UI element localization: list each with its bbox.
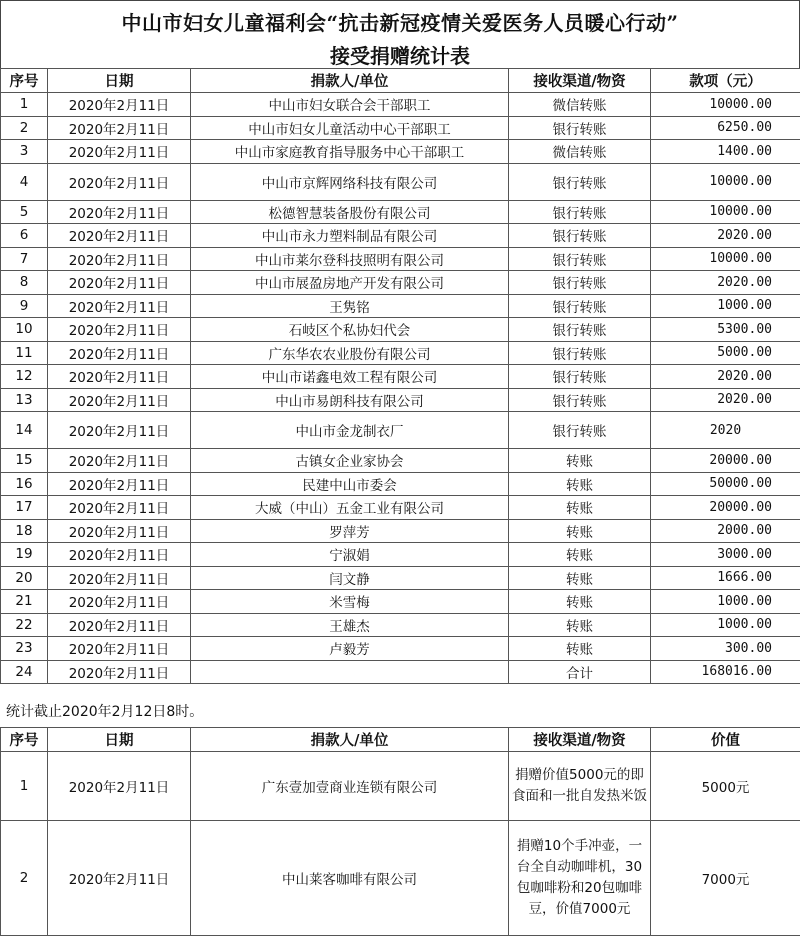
table-row	[1, 449, 800, 473]
cell-index: 13	[1, 388, 48, 412]
cell-index: 20	[1, 566, 48, 590]
cell-date: 2020年2月11日	[48, 449, 191, 473]
header-value: 价值	[651, 728, 800, 752]
table-row	[1, 590, 800, 614]
cell-donor: 闫文静	[191, 566, 509, 590]
cell-donor: 中山市永力塑料制品有限公司	[191, 224, 509, 248]
cell-channel: 银行转账	[509, 224, 651, 248]
table-row	[1, 163, 800, 200]
table-row	[1, 543, 800, 567]
cell-date: 2020年2月11日	[48, 496, 191, 520]
cell-channel: 银行转账	[509, 163, 651, 200]
cell-donor: 古镇女企业家协会	[191, 449, 509, 473]
cell-date: 2020年2月11日	[48, 637, 191, 661]
table-row	[1, 365, 800, 389]
header-donor: 捐款人/单位	[191, 728, 509, 752]
cell-date: 2020年2月11日	[48, 116, 191, 140]
cell-donor: 中山市金龙制衣厂	[191, 412, 509, 449]
cell-index: 5	[1, 200, 48, 224]
cell-amount: 10000.00	[651, 200, 800, 224]
cell-channel: 银行转账	[509, 294, 651, 318]
cell-donor: 罗萍芳	[191, 519, 509, 543]
table-row	[1, 519, 800, 543]
cell-donor: 中山市京辉网络科技有限公司	[191, 163, 509, 200]
table-row	[1, 472, 800, 496]
cell-amount: 5300.00	[651, 318, 800, 342]
cell-index: 1	[1, 93, 48, 117]
table-row	[1, 93, 800, 117]
table-row	[1, 637, 800, 661]
cell-index: 6	[1, 224, 48, 248]
cell-amount: 5000.00	[651, 341, 800, 365]
cell-date: 2020年2月11日	[48, 543, 191, 567]
cell-donor: 中山市莱尔登科技照明有限公司	[191, 247, 509, 271]
cell-amount: 1666.00	[651, 566, 800, 590]
cell-donor: 大威（中山）五金工业有限公司	[191, 496, 509, 520]
cell-donor: 王隽铭	[191, 294, 509, 318]
table-row	[1, 821, 800, 936]
cell-channel: 银行转账	[509, 247, 651, 271]
header-channel: 接收渠道/物资	[509, 728, 651, 752]
cell-date: 2020年2月11日	[48, 613, 191, 637]
table-header-row	[1, 69, 800, 93]
cell-channel: 微信转账	[509, 140, 651, 164]
cell-channel: 转账	[509, 449, 651, 473]
cell-date: 2020年2月11日	[48, 247, 191, 271]
cell-index: 10	[1, 318, 48, 342]
cell-date: 2020年2月11日	[48, 341, 191, 365]
cell-index: 14	[1, 412, 48, 449]
cell-amount: 2020.00	[651, 388, 800, 412]
cell-date: 2020年2月11日	[48, 821, 191, 936]
cell-donor: 广东壹加壹商业连锁有限公司	[191, 752, 509, 821]
cell-channel: 转账	[509, 637, 651, 661]
cell-index: 17	[1, 496, 48, 520]
table-row	[1, 140, 800, 164]
cell-channel: 转账	[509, 566, 651, 590]
cell-items: 捐赠价值5000元的即食面和一批自发热米饭	[509, 752, 651, 821]
cell-index: 18	[1, 519, 48, 543]
cell-index: 22	[1, 613, 48, 637]
cell-donor: 卢毅芳	[191, 637, 509, 661]
cell-date: 2020年2月11日	[48, 590, 191, 614]
cell-date: 2020年2月11日	[48, 412, 191, 449]
cell-amount: 2020.00	[651, 224, 800, 248]
cell-amount: 10000.00	[651, 93, 800, 117]
cell-donor: 中山市易朗科技有限公司	[191, 388, 509, 412]
cell-index: 24	[1, 660, 48, 684]
cell-index: 16	[1, 472, 48, 496]
in-kind-donation-table	[0, 727, 800, 936]
table-row	[1, 271, 800, 295]
table-row	[1, 224, 800, 248]
header-amount: 款项（元）	[651, 69, 800, 93]
cell-channel: 微信转账	[509, 93, 651, 117]
cell-index: 7	[1, 247, 48, 271]
title-line-1: 中山市妇女儿童福利会“抗击新冠疫情关爱医务人员暖心行动”	[1, 7, 799, 36]
cell-date: 2020年2月11日	[48, 200, 191, 224]
cell-amount: 1000.00	[651, 613, 800, 637]
cell-index: 9	[1, 294, 48, 318]
header-channel: 接收渠道/物资	[509, 69, 651, 93]
cell-donor: 宁淑娟	[191, 543, 509, 567]
cell-value: 5000元	[651, 752, 800, 821]
cell-channel: 转账	[509, 519, 651, 543]
cell-amount: 10000.00	[651, 163, 800, 200]
table-row	[1, 318, 800, 342]
cell-amount: 2000.00	[651, 519, 800, 543]
cell-channel: 转账	[509, 472, 651, 496]
cell-date: 2020年2月11日	[48, 519, 191, 543]
table-row	[1, 660, 800, 684]
cell-date: 2020年2月11日	[48, 752, 191, 821]
document-title	[0, 0, 800, 69]
cell-date: 2020年2月11日	[48, 472, 191, 496]
cell-index: 2	[1, 116, 48, 140]
cell-donor: 米雪梅	[191, 590, 509, 614]
header-date: 日期	[48, 69, 191, 93]
table-row	[1, 613, 800, 637]
cell-amount: 10000.00	[651, 247, 800, 271]
cell-date: 2020年2月11日	[48, 318, 191, 342]
table-row	[1, 116, 800, 140]
cell-channel: 银行转账	[509, 412, 651, 449]
statistics-cutoff-note: 统计截止2020年2月12日8时。	[6, 701, 203, 721]
cell-channel: 银行转账	[509, 318, 651, 342]
cell-amount: 6250.00	[651, 116, 800, 140]
cell-amount: 1000.00	[651, 294, 800, 318]
header-donor: 捐款人/单位	[191, 69, 509, 93]
cell-donor	[191, 660, 509, 684]
cell-amount: 3000.00	[651, 543, 800, 567]
cell-date: 2020年2月11日	[48, 140, 191, 164]
cell-channel: 转账	[509, 496, 651, 520]
cell-amount: 300.00	[651, 637, 800, 661]
cell-index: 11	[1, 341, 48, 365]
cell-date: 2020年2月11日	[48, 566, 191, 590]
cell-channel: 银行转账	[509, 271, 651, 295]
cell-donor: 中山莱客咖啡有限公司	[191, 821, 509, 936]
cell-channel: 银行转账	[509, 116, 651, 140]
cell-channel: 转账	[509, 613, 651, 637]
cell-index: 15	[1, 449, 48, 473]
cell-amount: 1400.00	[651, 140, 800, 164]
table-row	[1, 294, 800, 318]
cell-date: 2020年2月11日	[48, 271, 191, 295]
table-row	[1, 388, 800, 412]
cell-donor: 石岐区个私协妇代会	[191, 318, 509, 342]
cell-donor: 中山市家庭教育指导服务中心干部职工	[191, 140, 509, 164]
cell-index: 4	[1, 163, 48, 200]
table-row	[1, 412, 800, 449]
cell-donor: 王雄杰	[191, 613, 509, 637]
header-index: 序号	[1, 728, 48, 752]
cell-amount: 2020	[651, 412, 800, 449]
cell-index: 21	[1, 590, 48, 614]
cell-channel: 转账	[509, 543, 651, 567]
cell-date: 2020年2月11日	[48, 163, 191, 200]
cell-amount: 2020.00	[651, 365, 800, 389]
cell-index: 12	[1, 365, 48, 389]
cell-date: 2020年2月11日	[48, 294, 191, 318]
title-line-2: 接受捐赠统计表	[1, 40, 799, 69]
cell-amount: 1000.00	[651, 590, 800, 614]
cell-index: 8	[1, 271, 48, 295]
table-header-row	[1, 728, 800, 752]
cell-amount: 50000.00	[651, 472, 800, 496]
cell-donor: 广东华农农业股份有限公司	[191, 341, 509, 365]
cell-donor: 民建中山市委会	[191, 472, 509, 496]
cell-amount: 2020.00	[651, 271, 800, 295]
table-row	[1, 496, 800, 520]
header-index: 序号	[1, 69, 48, 93]
cell-date: 2020年2月11日	[48, 660, 191, 684]
cell-date: 2020年2月11日	[48, 224, 191, 248]
cell-index: 3	[1, 140, 48, 164]
cell-donor: 中山市妇女儿童活动中心干部职工	[191, 116, 509, 140]
table-row	[1, 247, 800, 271]
cell-amount: 20000.00	[651, 496, 800, 520]
cell-index: 2	[1, 821, 48, 936]
cell-date: 2020年2月11日	[48, 388, 191, 412]
cell-donor: 中山市展盈房地产开发有限公司	[191, 271, 509, 295]
cell-amount: 20000.00	[651, 449, 800, 473]
cell-amount: 168016.00	[651, 660, 800, 684]
cell-donor: 松德智慧装备股份有限公司	[191, 200, 509, 224]
header-date: 日期	[48, 728, 191, 752]
cell-channel: 银行转账	[509, 365, 651, 389]
cell-channel: 银行转账	[509, 341, 651, 365]
table-row	[1, 566, 800, 590]
cell-channel: 银行转账	[509, 388, 651, 412]
table-row	[1, 341, 800, 365]
cell-value: 7000元	[651, 821, 800, 936]
cash-donation-table	[0, 68, 800, 684]
table-row	[1, 200, 800, 224]
cell-donor: 中山市妇女联合会干部职工	[191, 93, 509, 117]
cell-date: 2020年2月11日	[48, 365, 191, 389]
cell-index: 1	[1, 752, 48, 821]
table-row	[1, 752, 800, 821]
cell-donor: 中山市诺鑫电效工程有限公司	[191, 365, 509, 389]
cell-index: 19	[1, 543, 48, 567]
cell-date: 2020年2月11日	[48, 93, 191, 117]
cell-channel: 银行转账	[509, 200, 651, 224]
cell-channel: 转账	[509, 590, 651, 614]
cell-channel: 合计	[509, 660, 651, 684]
cell-items: 捐赠10个手冲壶，一台全自动咖啡机，30包咖啡粉和20包咖啡豆，价值7000元	[509, 821, 651, 936]
cell-index: 23	[1, 637, 48, 661]
